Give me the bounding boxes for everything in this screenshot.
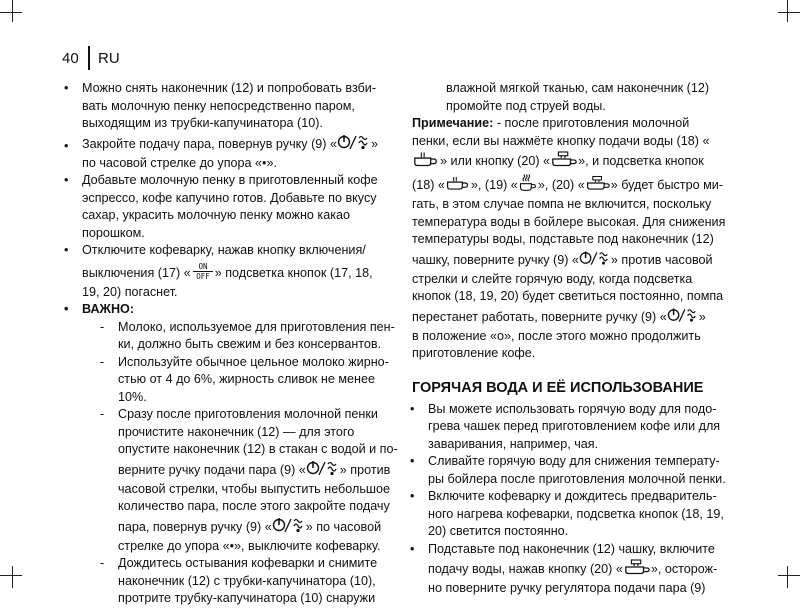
note-text: - после приготовления молочной	[496, 116, 690, 130]
note-label: Примечание:	[412, 116, 494, 130]
svg-text:OFF: OFF	[195, 271, 210, 281]
note-text: чашку, поверните ручку (9) «	[412, 252, 579, 267]
dash-text: опустите наконечник (12) в стакан с водой и по-	[118, 442, 398, 456]
note-text: приготовление кофе.	[412, 346, 536, 360]
crop-mark	[787, 0, 788, 22]
bullet-text: Вы можете использовать горячую воду для подо-	[428, 401, 717, 416]
bullet-text: но поверните ручку регулятора подачи пара (9)	[428, 581, 706, 595]
crop-mark	[787, 566, 788, 588]
bullet-text: выходящим из трубки-капучинатора (10).	[82, 116, 323, 130]
dash-text: наконечник (12) с трубки-капучинатора (10),	[118, 573, 376, 588]
note-text: », (20) «	[537, 178, 585, 192]
note-text: пенки, если вы нажмёте кнопку подачи воды (18) «	[412, 133, 710, 148]
note-text: », (19) «	[470, 178, 518, 192]
note-text: »	[698, 309, 706, 324]
bullet-text: грева чашек перед приготовлением кофе или для	[428, 419, 721, 433]
cup-small-icon	[412, 151, 440, 167]
bullet-text: Можно снять наконечник (12) и попробовать взби-	[82, 81, 377, 95]
note-text: » или кнопку (20) «	[440, 154, 551, 168]
steam-knob-icon	[337, 134, 371, 150]
dash-text: часовой стрелки, чтобы выпустить небольшое	[118, 481, 391, 496]
bullet-text: 19, 20) погаснет.	[82, 284, 178, 299]
bullet-text: Включите кофеварку и дождитесь предваритель-	[428, 489, 717, 503]
note-text: в положение «о», после этого можно продолжить	[412, 328, 701, 343]
section-heading: ГОРЯЧАЯ ВОДА И ЕЁ ИСПОЛЬЗОВАНИЕ	[412, 379, 704, 396]
bullet-text: ного нагрева кофеварки, подсветка кнопок (18, 19,	[428, 506, 724, 521]
dash-text: 10%.	[118, 389, 147, 404]
bullet-text: Добавьте молочную пенку в приготовленный кофе	[82, 173, 378, 187]
dash-text: стрелке до упора «•», выключите кофеварку.	[118, 538, 381, 553]
bullet-text: порошком.	[82, 225, 145, 240]
note-text: стрелки и слейте горячую воду, когда подсветка	[412, 271, 693, 286]
dash-text: протрите трубку-капучинатора (10) снаружи	[118, 591, 376, 605]
bullet-text: эспрессо, кофе капучино готов. Добавьте по вкусу	[82, 190, 377, 205]
crop-mark	[778, 12, 800, 13]
bullet-text: ры бойлера после приготовления молочной пенки.	[428, 471, 726, 486]
note-text: (18) «	[412, 178, 445, 192]
dash-text: Дождитесь остывания кофеварки и снимите	[118, 556, 378, 570]
crop-mark	[0, 12, 22, 13]
bullet-text: » подсветка кнопок (17, 18,	[214, 265, 373, 280]
note-text: температура воды в бойлере высокая. Для снижения	[412, 214, 726, 229]
steam-knob-icon	[667, 307, 699, 323]
important-label: ВАЖНО:	[82, 302, 135, 316]
dash-text: влажной мягкой тканью, сам наконечник (12)	[446, 81, 710, 95]
crop-mark	[12, 0, 13, 22]
bullet-text: Отключите кофеварку, нажав кнопку включения/	[82, 243, 366, 257]
bullet-text: », осторож-	[650, 562, 718, 576]
dash-text: Сразу после приготовления молочной пенки	[118, 407, 378, 421]
left-column: • Можно снять наконечник (12) и попробовать взби- вать молочную пенку непосредственно паром, выходящим из трубки-капучинатора (10). • Закройте подачу пара, повернув ручку (9) « » по часовой стрелке до упора «•». • Добавьте молочную пенку в приготовленный кофе эспрессо, кофе капучино готов. Добавьте по вкусу сахар, украсить молочную пенку можно какао порошком. • Отключите кофеварку, нажав кнопку включения/ выключения (17) « ON OFF » подсветка кнопок (17, 18, 19, 20) погаснет. • ВАЖНО: - Молоко, используемое для приготовления пен- ки, должно быть свежим и без консервантов. - Используйте обычное цельное молоко жирно- стью от 4 до 6%, жирность сливок не менее 10%. - Сразу после приготовления молочной пенки прочистите наконечник (12) — для этого опустите наконечник (12) в стакан с водой и по- верните ручку подачи пара (9) « » против часовой стрелки, чтобы выпустить небольшое количество пара, после этого закройте подачу пара, повернув ручку (9) « » по часовой стрелке до упора «•», выключите кофеварку. - Дождитесь остывания кофеварки и снимите наконечник (12) с трубки-капучинатора (10), протрите трубку-капучинатора (10) снаружи	[64, 81, 398, 605]
dash-text: » по часовой	[305, 519, 382, 534]
steam-cup-icon	[518, 172, 538, 192]
crop-mark	[0, 575, 22, 576]
bullet-text: Сливайте горячую воду для снижения температу-	[428, 454, 720, 468]
header-divider	[88, 46, 90, 70]
dash-text: количество пара, после этого закройте подачу	[118, 499, 390, 513]
bullet-text: Закройте подачу пара, повернув ручку (9) «	[82, 136, 337, 151]
cup-large-icon	[585, 175, 611, 191]
bullet-text: Подставьте под наконечник (12) чашку, включите	[428, 541, 715, 556]
language-label: RU	[98, 50, 120, 67]
dash-text: Используйте обычное цельное молоко жирно-	[118, 354, 389, 369]
bullet-text: подачу воды, нажав кнопку (20) «	[428, 562, 623, 576]
right-column: влажной мягкой тканью, сам наконечник (12) промойте под струей воды. Примечание: - после приготовления молочной пенки, если вы нажмёте кнопку подачи воды (18) « » или кнопку (20) « », и подсветка кнопок (18) « », (19) « », (20) « » будет быстро ми- гать, в этом случае помпа не включится, поскольку температура воды в бойлере высокая. Для снижения температуры воды, подставьте под наконечник (12) чашку, поверните ручку (9) « » против часовой стрелки и слейте горячую воду, когда подсветка кнопок (18, 19, 20) будет светиться постоянно, помпа перестанет работать, поверните ручку (9) « » в положение «о», после этого можно продолжить приготовление кофе. ГОРЯЧАЯ ВОДА И ЕЁ ИСПОЛЬЗОВАНИЕ • Вы можете использовать горячую воду для подо- грева чашек перед приготовлением кофе или для заваривания, например, чая. • Сливайте горячую воду для снижения температу- ры бойлера после приготовления молочной пенки. • Включите кофеварку и дождитесь предваритель- ного нагрева кофеварки, подсветка кнопок (18, 19, 20) светится постоянно. • Подставьте под наконечник (12) чашку, включите подачу воды, нажав кнопку (20) « », осторож- но поверните ручку регулятора подачи пара (9)	[410, 81, 726, 595]
dash-text: верните ручку подачи пара (9) «	[118, 462, 306, 477]
note-text: » будет быстро ми-	[610, 178, 723, 192]
steam-knob-icon	[272, 517, 306, 533]
dash-text: Молоко, используемое для приготовления пен-	[118, 319, 395, 334]
bullet-text: выключения (17) «	[82, 265, 191, 280]
steam-knob-icon	[579, 250, 611, 266]
note-text: », и подсветка кнопок	[578, 154, 704, 168]
crop-mark	[778, 575, 800, 576]
note-text: гать, в этом случае помпа не включится, поскольку	[412, 197, 712, 211]
bullet-text: по часовой стрелке до упора «•».	[82, 155, 277, 170]
cup-large-icon	[550, 151, 578, 167]
bullet-text: 20) светится постоянно.	[428, 524, 569, 538]
page-number: 40	[62, 50, 79, 67]
svg-text:ON: ON	[198, 261, 208, 271]
dash-text: пара, повернув ручку (9) «	[118, 519, 272, 534]
bullet-text: вать молочную пенку непосредственно паром,	[82, 98, 355, 113]
dash-text: стью от 4 до 6%, жирность сливок не менее	[118, 372, 375, 386]
dash-text: ки, должно быть свежим и без консервантов.	[118, 337, 382, 351]
note-text: перестанет работать, поверните ручку (9) «	[412, 309, 667, 324]
dash-text: промойте под струей воды.	[446, 98, 606, 113]
bullet-text: »	[371, 136, 379, 151]
bullet-text: заваривания, например, чая.	[428, 436, 599, 451]
dash-text: » против	[339, 462, 391, 477]
note-text: » против часовой	[610, 252, 713, 267]
on-off-icon	[191, 261, 215, 281]
steam-knob-icon	[306, 460, 340, 476]
note-text: температуры воды, подставьте под наконечник (12)	[412, 232, 714, 246]
bullet-text: сахар, украсить молочную пенку можно какао	[82, 208, 351, 222]
crop-mark	[12, 566, 13, 588]
cup-large-icon	[623, 559, 651, 575]
cup-small-icon	[445, 175, 471, 191]
note-text: кнопок (18, 19, 20) будет светиться постоянно, помпа	[412, 289, 724, 303]
dash-text: прочистите наконечник (12) — для этого	[118, 424, 355, 439]
